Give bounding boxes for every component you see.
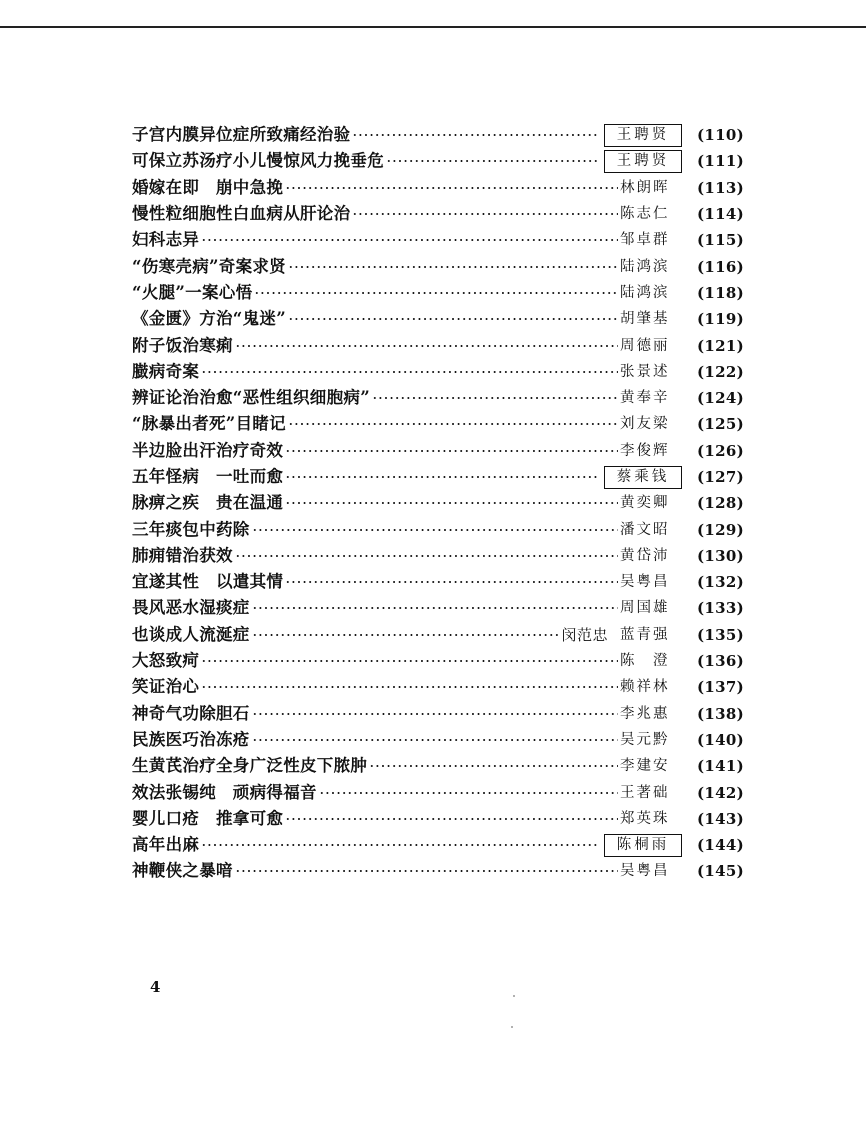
dot-leader — [386, 160, 600, 162]
dot-leader — [201, 660, 618, 662]
dot-leader — [252, 713, 618, 715]
dot-leader — [285, 502, 618, 504]
entry-author-boxed: 陈桐雨 — [604, 834, 682, 857]
entry-page: (121) — [696, 336, 744, 355]
entry-author: 黄岱沛 — [620, 547, 670, 564]
header-rule — [0, 26, 866, 28]
entry-author: 吴粤昌 — [620, 574, 670, 591]
toc-entry — [132, 359, 744, 385]
entry-author: 周德丽 — [620, 337, 670, 354]
scan-speck — [513, 995, 515, 997]
toc-entry — [132, 411, 744, 437]
entry-page: (143) — [696, 809, 744, 828]
entry-author: 邹卓群 — [620, 232, 670, 249]
dot-leader — [319, 792, 618, 794]
entry-page: (130) — [696, 546, 744, 565]
entry-title: 神奇气功除胆石 — [132, 703, 250, 723]
dot-leader — [201, 844, 600, 846]
entry-page: (145) — [696, 862, 744, 881]
entry-page: (126) — [696, 441, 744, 460]
entry-author: 黄奕卿 — [620, 495, 670, 512]
entry-page: (138) — [696, 704, 744, 723]
entry-author: 吴元黔 — [620, 731, 670, 748]
entry-title: 三年痰包中药除 — [132, 519, 250, 539]
toc-entry — [132, 727, 744, 753]
dot-leader — [235, 345, 618, 347]
entry-title: 臌病奇案 — [132, 361, 200, 381]
entry-title: 婚嫁在即 崩中急挽 — [132, 177, 284, 197]
entry-title: 也谈成人流涎症 — [132, 624, 250, 644]
table-of-contents — [132, 122, 744, 885]
entry-page: (142) — [696, 783, 744, 802]
entry-page: (118) — [696, 283, 744, 302]
toc-entry — [132, 806, 744, 832]
dot-leader — [352, 213, 618, 215]
entry-author: 赖祥林 — [620, 679, 670, 696]
toc-entry — [132, 464, 744, 490]
dot-leader — [352, 134, 600, 136]
entry-title: 畏风恶水湿痰症 — [132, 598, 250, 618]
entry-title: 妇科志异 — [132, 230, 200, 250]
dot-leader — [288, 318, 618, 320]
dot-leader — [369, 765, 618, 767]
toc-entry — [132, 148, 744, 174]
entry-page: (124) — [696, 389, 744, 408]
entry-title: 神鞭侠之暴喑 — [132, 861, 233, 881]
toc-entry — [132, 122, 744, 148]
dot-leader — [288, 423, 618, 425]
toc-entry — [132, 622, 744, 648]
toc-entry — [132, 543, 744, 569]
entry-page: (111) — [696, 152, 744, 171]
entry-title: 婴儿口疮 推拿可愈 — [132, 808, 284, 828]
entry-page: (140) — [696, 730, 744, 749]
entry-page: (135) — [696, 625, 744, 644]
dot-leader — [252, 739, 618, 741]
dot-leader — [285, 450, 618, 452]
entry-page: (110) — [696, 126, 744, 145]
dot-leader — [285, 581, 618, 583]
entry-title: 附子饭治寒痢 — [132, 335, 233, 355]
dot-leader — [235, 870, 618, 872]
entry-author: 蓝青强 — [620, 626, 670, 643]
entry-title: 大怒致疴 — [132, 651, 200, 671]
entry-title: 子宫内膜异位症所致痛经治验 — [132, 125, 351, 145]
entry-title: 脉痹之疾 贵在温通 — [132, 493, 284, 513]
entry-title: 慢性粒细胞性白血病从肝论治 — [132, 204, 351, 224]
entry-title: 高年出麻 — [132, 835, 200, 855]
entry-author-boxed: 蔡乘钱 — [604, 466, 682, 489]
entry-page: (115) — [696, 231, 744, 250]
entry-author-boxed: 王聘贤 — [604, 150, 682, 173]
toc-entry — [132, 438, 744, 464]
entry-coauthor: 闵范忠 — [561, 625, 608, 644]
entry-title: “脉暴出者死”目睹记 — [132, 414, 286, 434]
toc-entry — [132, 832, 744, 858]
entry-page: (132) — [696, 573, 744, 592]
toc-entry — [132, 516, 744, 542]
toc-entry — [132, 858, 744, 884]
entry-author: 李俊辉 — [620, 442, 670, 459]
entry-title: 可保立苏汤疗小儿慢惊风力挽垂危 — [132, 151, 384, 171]
entry-author: 林朗晖 — [620, 179, 670, 196]
entry-page: (114) — [696, 205, 744, 224]
dot-leader — [288, 266, 618, 268]
entry-title: “火腿”一案心悟 — [132, 282, 253, 302]
entry-page: (122) — [696, 362, 744, 381]
dot-leader — [372, 397, 618, 399]
entry-page: (129) — [696, 520, 744, 539]
dot-leader — [252, 634, 560, 636]
entry-page: (137) — [696, 678, 744, 697]
toc-entry — [132, 490, 744, 516]
entry-author: 李建安 — [620, 758, 670, 775]
entry-title: “伤寒壳病”奇案求贤 — [132, 256, 286, 276]
entry-author: 张景述 — [620, 363, 670, 380]
toc-entry — [132, 227, 744, 253]
entry-page: (136) — [696, 652, 744, 671]
dot-leader — [285, 187, 618, 189]
entry-author-boxed: 王聘贤 — [604, 124, 682, 147]
toc-entry — [132, 385, 744, 411]
entry-title: 笑证治心 — [132, 677, 200, 697]
entry-author: 李兆惠 — [620, 705, 670, 722]
dot-leader — [252, 529, 618, 531]
entry-page: (113) — [696, 178, 744, 197]
dot-leader — [201, 686, 618, 688]
toc-entry — [132, 332, 744, 358]
entry-author: 胡肇基 — [620, 311, 670, 328]
entry-title: 肺痈错治获效 — [132, 545, 233, 565]
entry-title: 辨证论治治愈“恶性组织细胞病” — [132, 388, 370, 408]
toc-entry — [132, 595, 744, 621]
toc-entry — [132, 674, 744, 700]
entry-page: (128) — [696, 494, 744, 513]
entry-page: (133) — [696, 599, 744, 618]
entry-title: 效法张锡纯 顽病得福音 — [132, 782, 317, 802]
entry-title: 五年怪病 一吐而愈 — [132, 467, 284, 486]
dot-leader — [201, 371, 618, 373]
toc-entry — [132, 753, 744, 779]
entry-author: 黄奉辛 — [620, 390, 670, 407]
entry-title: 《金匮》方治“鬼迷” — [132, 309, 286, 329]
toc-entry — [132, 253, 744, 279]
dot-leader — [252, 607, 618, 609]
toc-entry — [132, 306, 744, 332]
entry-author: 郑英珠 — [620, 810, 670, 827]
entry-author: 王著础 — [620, 784, 670, 801]
toc-entry — [132, 779, 744, 805]
entry-title: 宜遂其性 以遣其情 — [132, 572, 284, 592]
entry-author: 周国雄 — [620, 600, 670, 617]
entry-page: (141) — [696, 757, 744, 776]
toc-entry — [132, 701, 744, 727]
entry-author: 吴粤昌 — [620, 863, 670, 880]
entry-page: (119) — [696, 310, 744, 329]
page-number: 4 — [150, 978, 161, 996]
entry-title: 半边脸出汗治疗奇效 — [132, 440, 284, 460]
entry-author: 陈 澄 — [620, 653, 670, 670]
toc-entry — [132, 201, 744, 227]
entry-title: 生黄芪治疗全身广泛性皮下脓肿 — [132, 756, 368, 776]
entry-author: 刘友梁 — [620, 416, 670, 433]
entry-author: 陈志仁 — [620, 206, 670, 223]
toc-entry — [132, 280, 744, 306]
entry-page: (127) — [696, 468, 744, 486]
dot-leader — [254, 292, 618, 294]
dot-leader — [285, 476, 600, 478]
entry-author: 陆鸿滨 — [620, 284, 670, 301]
dot-leader — [235, 555, 618, 557]
entry-author: 陆鸿滨 — [620, 258, 670, 275]
entry-page: (116) — [696, 257, 744, 276]
dot-leader — [285, 818, 618, 820]
entry-page: (144) — [696, 836, 744, 855]
entry-author: 潘文昭 — [620, 521, 670, 538]
toc-entry — [132, 175, 744, 201]
dot-leader — [201, 239, 618, 241]
scan-speck — [511, 1026, 513, 1028]
entry-title: 民族医巧治冻疮 — [132, 729, 250, 749]
entry-page: (125) — [696, 415, 744, 434]
toc-entry — [132, 569, 744, 595]
toc-entry — [132, 648, 744, 674]
